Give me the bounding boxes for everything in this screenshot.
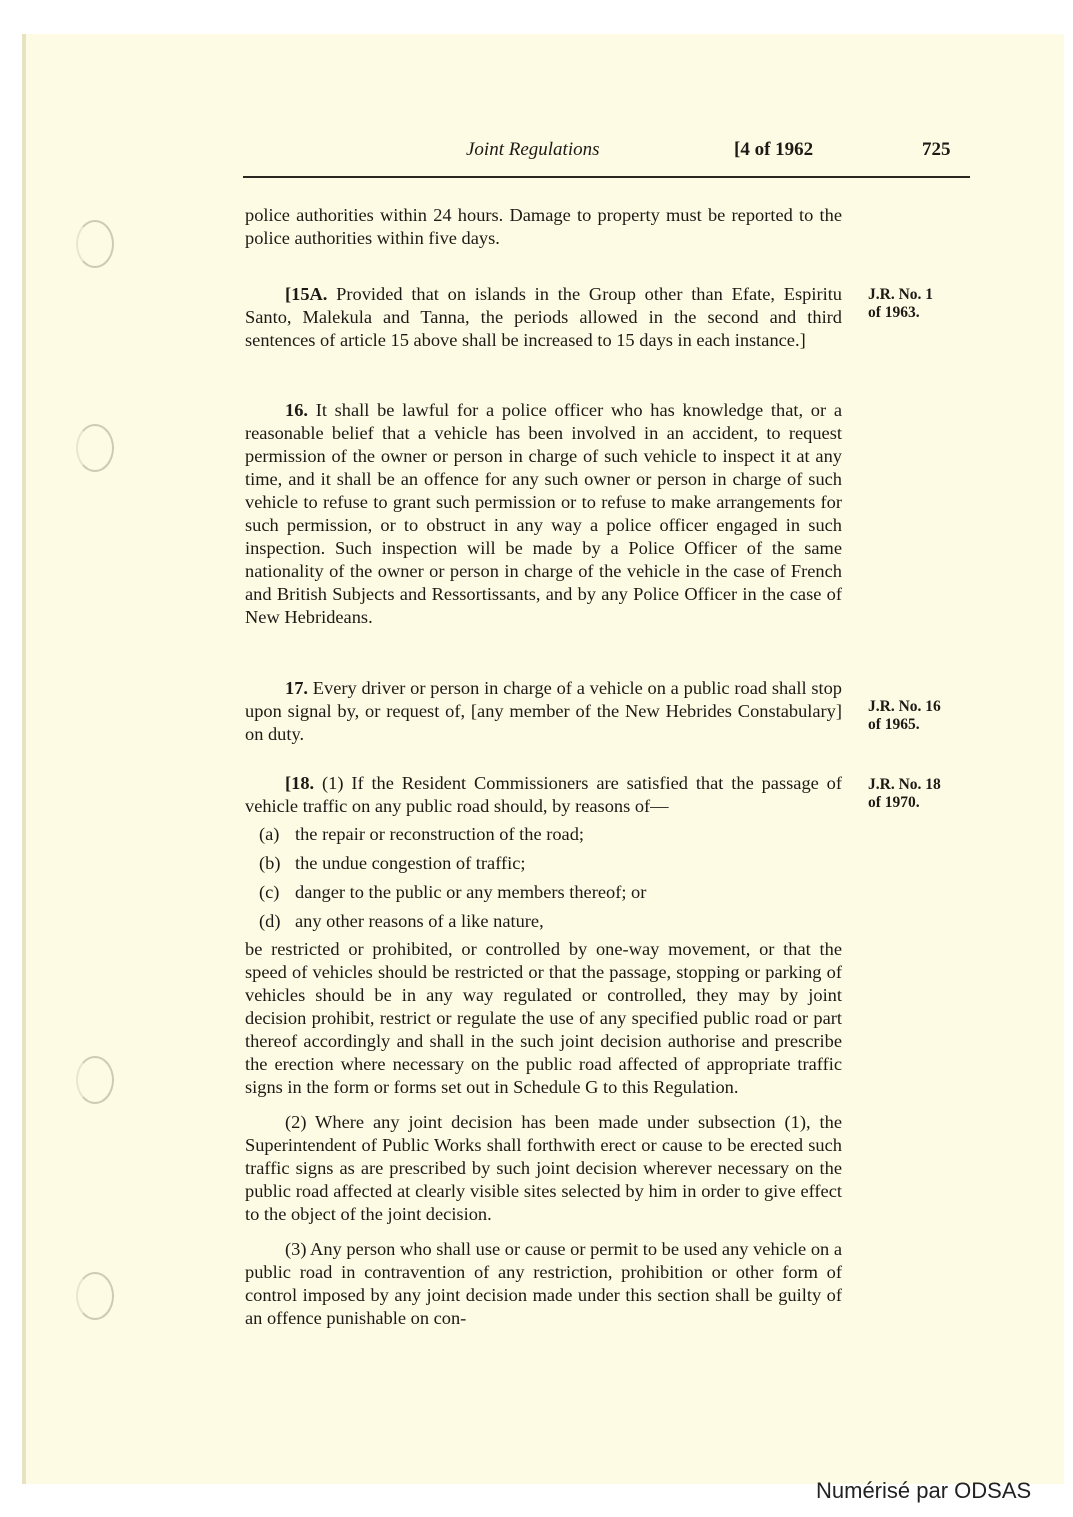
- list-item-text: danger to the public or any members thereof; or: [295, 882, 647, 902]
- margin-note-17: [868, 698, 941, 734]
- section-17-paragraph: [245, 677, 842, 746]
- margin-note-17-line1: J.R. No. 16: [868, 698, 941, 715]
- margin-note-18-line1: J.R. No. 18: [868, 776, 941, 793]
- list-item-text: the undue congestion of traffic;: [295, 853, 526, 873]
- section-17: [245, 677, 842, 746]
- margin-note-18: [868, 776, 941, 812]
- punch-hole: [76, 424, 114, 472]
- list-item: [245, 849, 842, 878]
- punch-hole: [76, 1056, 114, 1104]
- section-18-subsection-3: (3) Any person who shall use or cause or permit to be used any vehicle on a public road in contravention of any restriction, prohibition or other form of control imposed by any joint decision made under this section shall be guilty of an offence punishable on con-: [245, 1239, 842, 1328]
- section-18-subsection-2: (2) Where any joint decision has been made under subsection (1), the Superintendent of Public Works shall forthwith erect or cause to be erected such traffic signs as are prescribed by such joint decision wherever necessary on the public road affected at clearly visible sites selected by him in order to give effect to the object of the joint decision.: [245, 1112, 842, 1224]
- margin-note-15a-line1: J.R. No. 1: [868, 286, 934, 303]
- section-18-reasons-list: [245, 820, 842, 936]
- page-number: 725: [922, 139, 951, 160]
- section-17-number: 17.: [285, 678, 308, 698]
- list-item-text: any other reasons of a like nature,: [295, 911, 544, 931]
- section-15a-text: Provided that on islands in the Group other than Efate, Espiritu Santo, Malekula and Tanna, the periods allowed in the second and third sentences of article 15 above shall be increased to 15 days in each instance.]: [245, 284, 842, 350]
- running-head-act-reference: [4 of 1962: [734, 139, 814, 160]
- section-16: [245, 399, 842, 629]
- section-18-continuation: be restricted or prohibited, or controlled by one-way movement, or that the speed of vehicles should be restricted or that the passage, stopping or parking of vehicles should be in any way regulated or controlled, they may by joint decision prohibit, restrict or regulate the use of any specified public road or part thereof accordingly and shall in the such joint decision authorise and prescribe the erection where necessary on the public road affected of appropriate traffic signs in the form or forms set out in Schedule G to this Regulation.: [245, 939, 842, 1097]
- section-18-lead-text: (1) If the Resident Commissioners are satisfied that the passage of vehicle traffic on any public road should, by reasons of—: [245, 773, 842, 816]
- section-17-text: Every driver or person in charge of a vehicle on a public road shall stop upon signal by, or request of, [any member of the New Hebrides Constabulary] on duty.: [245, 678, 842, 744]
- list-item-label: (c): [259, 882, 280, 902]
- punch-hole: [76, 220, 114, 268]
- intro-text: police authorities within 24 hours. Damage to property must be reported to the police authorities within five days.: [245, 205, 842, 248]
- section-15a: [245, 283, 842, 352]
- list-item: [245, 878, 842, 907]
- header-rule: [243, 176, 970, 178]
- list-item: [245, 820, 842, 849]
- section-16-number: 16.: [285, 400, 308, 420]
- margin-note-18-line2: of 1970.: [868, 794, 920, 811]
- section-18: [245, 772, 842, 1330]
- punch-hole: [76, 1272, 114, 1320]
- list-item: [245, 907, 842, 936]
- section-15a-number: [15A.: [285, 284, 328, 304]
- section-16-text: It shall be lawful for a police officer who has knowledge that, or a reasonable belief that a vehicle has been involved in an accident, to request permission of the owner or person in charge of such vehicle to inspect it at any time, and it shall be an offence for any such owner or person in charge of such vehicle to refuse to grant such permission or to refuse to make arrangements for such permission, or to obstruct in any way a police officer engaged in such inspection. Such inspection will be made by a Police Officer of the same nationality of the owner or person in charge of the vehicle in the case of French and British Subjects and Ressortissants, and by any Police Officer in the case of New Hebrideans.: [245, 400, 842, 627]
- section-15a-paragraph: [245, 283, 842, 352]
- digitization-credit: Numérisé par ODSAS: [816, 1478, 1032, 1503]
- running-head-title: Joint Regulations: [466, 139, 600, 160]
- list-item-label: (a): [259, 824, 280, 844]
- section-18-lead-paragraph: [245, 772, 842, 818]
- list-item-label: (b): [259, 853, 281, 873]
- section-16-paragraph: [245, 399, 842, 629]
- section-18-number: [18.: [285, 773, 315, 793]
- margin-note-15a: [868, 286, 933, 322]
- list-item-text: the repair or reconstruction of the road;: [295, 824, 585, 844]
- margin-note-17-line2: of 1965.: [868, 716, 920, 733]
- list-item-label: (d): [259, 911, 281, 931]
- margin-note-15a-line2: of 1963.: [868, 304, 920, 321]
- intro-paragraph: [245, 204, 842, 250]
